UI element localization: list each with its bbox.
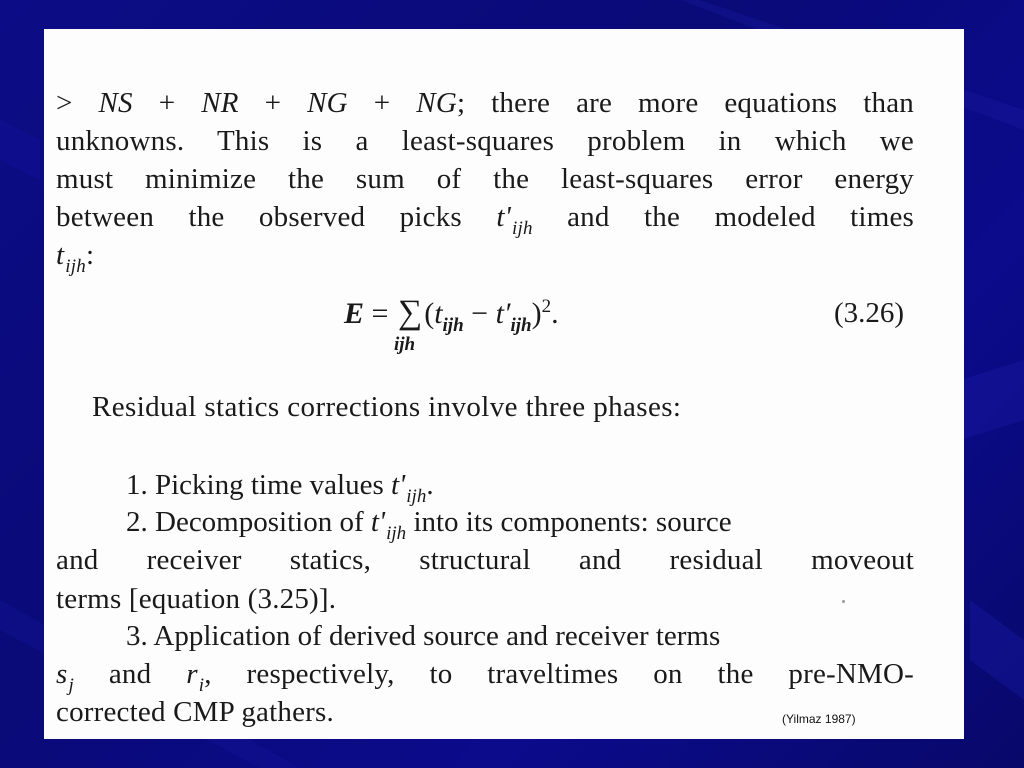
var-ng: NG	[416, 87, 457, 119]
citation: (Yilmaz 1987)	[782, 712, 856, 726]
var-e: E	[344, 297, 365, 330]
list-item-2	[126, 506, 732, 544]
scanned-page	[44, 29, 964, 739]
subscript-ijh: ijh	[442, 315, 464, 336]
equation-3-26	[344, 294, 559, 355]
paragraph-line-2: unknowns. This is a least-squares problem in which we	[56, 125, 914, 157]
line-text: 2. Decomposition of	[126, 506, 371, 538]
list-item-3: 3. Application of derived source and receiver terms	[126, 620, 721, 652]
paragraph-line-3: must minimize the sum of the least-squares error energy	[56, 163, 914, 195]
minus-sign: −	[463, 297, 496, 330]
plus-sign: +	[132, 87, 202, 119]
line-text: and	[73, 658, 187, 690]
plus-sign: +	[347, 87, 417, 119]
var-ng: NG	[307, 87, 348, 119]
var-t: t	[56, 239, 65, 271]
var-ns: NS	[98, 87, 133, 119]
line-text: ; there are more equations than	[456, 87, 914, 119]
paragraph-line-5	[56, 239, 95, 277]
paragraph-line-1	[56, 87, 914, 120]
line-text: and the modeled times	[532, 201, 915, 233]
list-item-3-line-3: corrected CMP gathers.	[56, 696, 334, 728]
period: .	[551, 297, 559, 330]
greater-than: >	[56, 87, 99, 119]
var-nr: NR	[201, 87, 239, 119]
var-t-prime: t′	[495, 297, 511, 330]
var-t-prime: t'	[496, 201, 511, 233]
var-t-prime: t'	[391, 469, 406, 501]
equals-sign: =	[364, 297, 396, 330]
subscript-j: j	[68, 675, 74, 696]
list-item-2-line-2: and receiver statics, structural and residual moveout	[56, 544, 914, 576]
line-text: into its components: source	[406, 506, 732, 538]
subscript-i: i	[198, 675, 205, 696]
subscript-ijh: ijh	[510, 315, 532, 336]
open-paren: (	[424, 297, 435, 330]
equation-number: (3.26)	[834, 297, 905, 329]
list-item-1	[126, 469, 434, 507]
exponent: 2	[541, 296, 552, 317]
list-item-2-line-3: terms [equation (3.25)].	[56, 583, 337, 615]
paragraph-line-4	[56, 201, 915, 239]
subscript-ijh: ijh	[406, 486, 427, 507]
sum-index: ijh	[393, 334, 416, 355]
var-r: r	[186, 658, 198, 690]
plus-sign: +	[238, 87, 308, 119]
line-text: between the observed picks	[56, 201, 497, 233]
var-t-prime: t'	[370, 506, 386, 538]
line-text: 1. Picking time values	[126, 469, 391, 501]
subscript-ijh: ijh	[386, 523, 407, 544]
subscript-ijh: ijh	[65, 256, 86, 277]
summation-sign	[393, 294, 423, 355]
var-s: s	[56, 658, 68, 690]
section-intro: Residual statics corrections involve three phases:	[92, 391, 682, 423]
var-t: t	[434, 297, 443, 330]
period: .	[426, 469, 434, 501]
colon: :	[85, 239, 95, 271]
scan-speck	[842, 600, 845, 603]
line-text: , respectively, to traveltimes on the pre-NMO-	[204, 658, 915, 690]
subscript-ijh: ijh	[511, 218, 533, 239]
close-paren: )	[531, 297, 542, 330]
sigma-glyph: ∑	[397, 294, 423, 331]
list-item-3-line-2	[56, 658, 915, 696]
